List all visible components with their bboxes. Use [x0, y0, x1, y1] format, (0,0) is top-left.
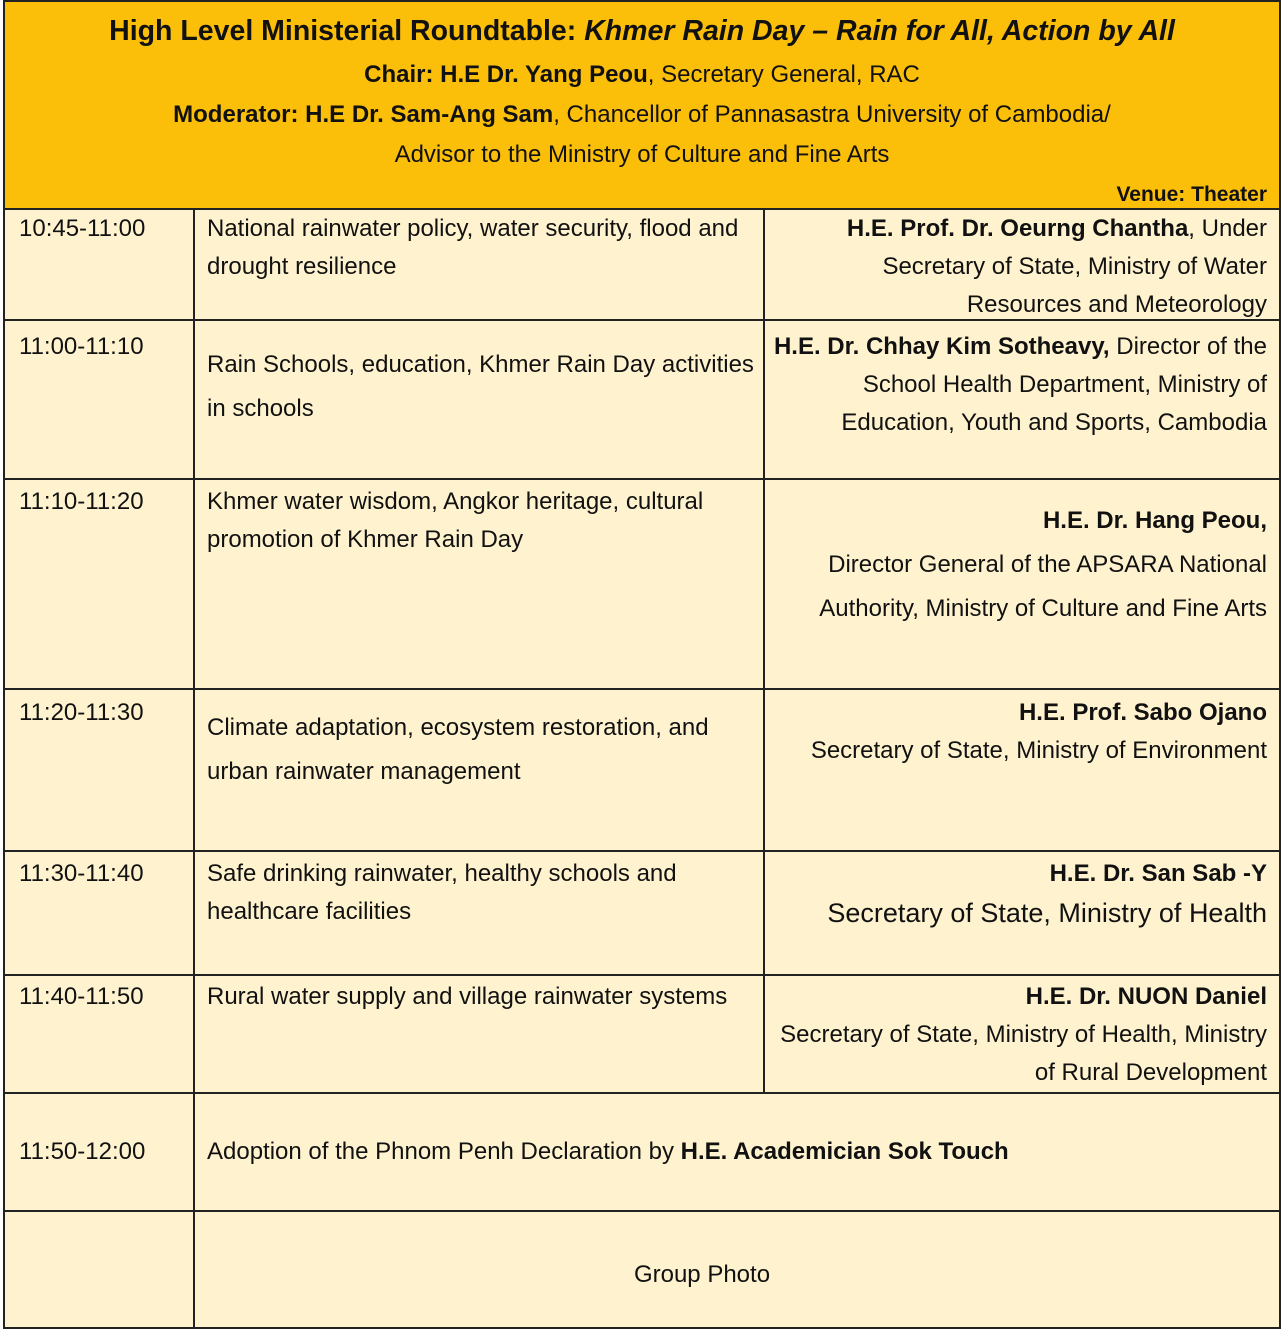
- topic: Safe drinking rainwater, healthy schools and healthcare facilities: [195, 852, 765, 974]
- topic: Khmer water wisdom, Angkor heritage, cultural promotion of Khmer Rain Day: [195, 480, 765, 688]
- topic: Rain Schools, education, Khmer Rain Day activities in schools: [195, 321, 765, 478]
- moderator-name: Moderator: H.E Dr. Sam-Ang Sam: [173, 101, 554, 128]
- speaker-name: H.E. Prof. Sabo Ojano: [1018, 699, 1267, 726]
- speaker: [765, 480, 1279, 688]
- speaker-name: H.E. Dr. NUON Daniel: [1025, 983, 1267, 1010]
- speaker: [765, 852, 1279, 974]
- chair-role: , Secretary General, RAC: [647, 61, 920, 88]
- speaker-role: Director General of the APSARA National Authority, Ministry of Culture and Fine Arts: [819, 551, 1267, 622]
- moderator-role-continued: Advisor to the Ministry of Culture and Fine Arts: [394, 141, 890, 168]
- speaker-name: H.E. Dr. Hang Peou,: [1042, 507, 1267, 534]
- table-row: [5, 852, 1279, 976]
- time-slot: 11:50-12:00: [5, 1094, 195, 1210]
- time-slot: 11:10-11:20: [5, 480, 195, 688]
- speaker-name: H.E. Dr. Chhay Kim Sotheavy,: [773, 333, 1110, 360]
- topic: Climate adaptation, ecosystem restoration, and urban rainwater management: [195, 690, 765, 850]
- table-row: [5, 210, 1279, 321]
- speaker: [765, 321, 1279, 478]
- chair-line: [5, 55, 1279, 95]
- time-slot: [5, 1212, 195, 1329]
- speaker-name: H.E. Prof. Dr. Oeurng Chantha: [846, 215, 1189, 242]
- time-slot: 11:00-11:10: [5, 321, 195, 478]
- speaker-role: , Under Secretary of State, Ministry of Water Resources and Meteorology: [882, 215, 1267, 318]
- venue-label: Venue: Theater: [1116, 183, 1267, 206]
- moderator-role: , Chancellor of Pannasastra University of Cambodia/: [553, 101, 1111, 128]
- speaker: [765, 976, 1279, 1092]
- speaker-role: Secretary of State, Ministry of Health: [827, 898, 1267, 928]
- moderator-line: [5, 95, 1279, 135]
- declaration: [195, 1133, 1279, 1171]
- time-slot: 11:40-11:50: [5, 976, 195, 1092]
- table-row: [5, 480, 1279, 690]
- page-title: [5, 2, 1279, 48]
- chair-name: Chair: H.E Dr. Yang Peou: [364, 61, 648, 88]
- table-row: [5, 976, 1279, 1094]
- topic: National rainwater policy, water security, flood and drought resilience: [195, 210, 765, 319]
- agenda-header: [5, 2, 1279, 210]
- agenda-table: [3, 0, 1281, 1329]
- speaker: [765, 210, 1279, 319]
- title-main: High Level Ministerial Roundtable:: [109, 15, 585, 47]
- group-photo: Group Photo: [633, 1260, 771, 1288]
- declaration-text: Adoption of the Phnom Penh Declaration by: [207, 1138, 681, 1165]
- time-slot: 11:30-11:40: [5, 852, 195, 974]
- speaker-name: H.E. Dr. San Sab -Y: [1049, 860, 1267, 887]
- speaker: [765, 690, 1279, 850]
- table-row: [5, 321, 1279, 480]
- table-row: [5, 1212, 1279, 1329]
- time-slot: 10:45-11:00: [5, 210, 195, 319]
- table-row: [5, 1094, 1279, 1212]
- topic: Rural water supply and village rainwater systems: [195, 976, 765, 1092]
- speaker-role: Secretary of State, Ministry of Health, Ministry of Rural Development: [780, 1021, 1267, 1086]
- table-row: [5, 690, 1279, 852]
- time-slot: 11:20-11:30: [5, 690, 195, 850]
- declaration-speaker: H.E. Academician Sok Touch: [680, 1138, 1009, 1165]
- speaker-role: Director of the School Health Department, Ministry of Education, Youth and Sports, Cambodia: [841, 333, 1267, 436]
- title-theme: Khmer Rain Day – Rain for All, Action by All: [584, 15, 1175, 47]
- speaker-role: Secretary of State, Ministry of Environment: [810, 737, 1267, 764]
